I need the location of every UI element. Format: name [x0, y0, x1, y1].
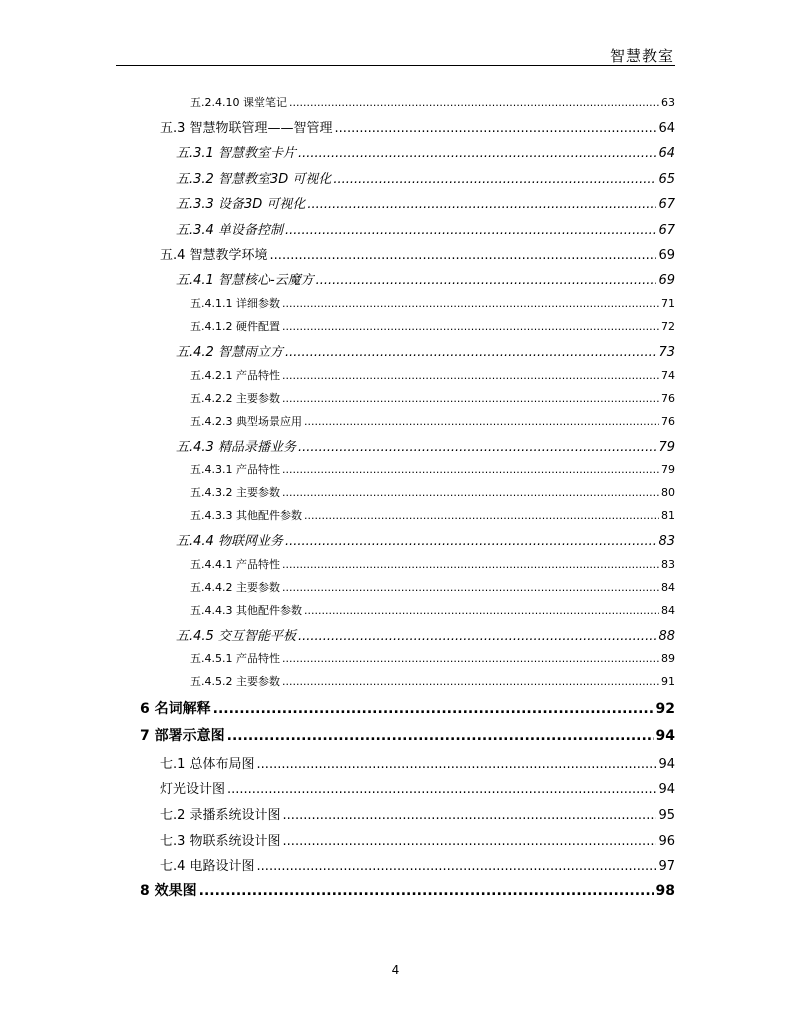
toc-entry[interactable]: [160, 244, 675, 263]
toc-entry-page: 97: [658, 859, 675, 874]
toc-entry-page: 69: [658, 248, 675, 263]
toc-entry[interactable]: [176, 219, 675, 238]
toc-entry[interactable]: [160, 855, 675, 874]
toc-entry[interactable]: [176, 625, 675, 644]
toc-entry[interactable]: [190, 413, 675, 429]
toc-entry-label: 五.4.2.2 主要参数: [190, 392, 280, 405]
toc-entry-page: 83: [658, 534, 675, 549]
toc-entry-label: 五.4.1.1 详细参数: [190, 297, 280, 310]
toc-leader-dots: [282, 297, 659, 310]
toc-entry[interactable]: [190, 507, 675, 523]
toc-entry[interactable]: [176, 193, 675, 212]
toc-entry[interactable]: [160, 804, 675, 823]
toc-entry[interactable]: [140, 698, 675, 718]
toc-entry[interactable]: [160, 117, 675, 136]
toc-leader-dots: [227, 782, 656, 797]
toc-entry-label: 五.4.2.1 产品特性: [190, 369, 280, 382]
toc-entry-label: 五.4.3.2 主要参数: [190, 486, 280, 499]
toc-leader-dots: [270, 248, 657, 263]
toc-entry-page: 74: [661, 369, 675, 382]
toc-entry-label: 七.4 电路设计图: [160, 859, 255, 874]
toc-entry-label: 五.4 智慧教学环境: [160, 248, 268, 263]
toc-entry-page: 65: [658, 172, 675, 187]
toc-entry-page: 88: [658, 629, 675, 644]
page-number: 4: [391, 963, 400, 977]
toc-entry-page: 63: [661, 96, 675, 109]
toc-leader-dots: [282, 320, 659, 333]
toc-leader-dots: [283, 834, 657, 849]
header-divider: [116, 65, 675, 66]
toc-entry-label: 五.4.3 精品录播业务: [176, 440, 296, 455]
toc-entry[interactable]: [176, 168, 675, 187]
toc-leader-dots: [282, 392, 659, 405]
toc-entry-page: 72: [661, 320, 675, 333]
toc-entry-label: 五.3.3 设备3D 可视化: [176, 197, 306, 212]
toc-entry[interactable]: [190, 579, 675, 595]
toc-entry-label: 五.4.3.3 其他配件参数: [190, 509, 302, 522]
toc-entry-page: 84: [661, 581, 675, 594]
toc-entry-page: 98: [655, 883, 675, 899]
toc-entry[interactable]: [190, 602, 675, 618]
toc-entry[interactable]: [190, 673, 675, 689]
toc-leader-dots: [289, 96, 659, 109]
toc-entry[interactable]: [190, 295, 675, 311]
toc-leader-dots: [213, 701, 654, 717]
toc-leader-dots: [285, 223, 657, 238]
toc-entry-page: 81: [661, 509, 675, 522]
toc-entry-label: 七.3 物联系统设计图: [160, 834, 281, 849]
toc-leader-dots: [285, 345, 657, 360]
toc-entry-page: 89: [661, 652, 675, 665]
toc-entry-page: 79: [658, 440, 675, 455]
toc-entry[interactable]: [176, 142, 675, 161]
toc-leader-dots: [333, 172, 656, 187]
toc-entry-page: 79: [661, 463, 675, 476]
toc-leader-dots: [282, 463, 659, 476]
toc-entry[interactable]: [176, 436, 675, 455]
toc-entry[interactable]: [190, 367, 675, 383]
toc-entry-page: 94: [655, 728, 675, 744]
toc-leader-dots: [298, 629, 657, 644]
toc-entry[interactable]: [140, 725, 675, 745]
toc-entry-label: 五.4.1 智慧核心-云魔方: [176, 273, 314, 288]
toc-entry-label: 灯光设计图: [160, 782, 226, 797]
toc-entry[interactable]: [190, 556, 675, 572]
toc-entry-label: 五.4.4.1 产品特性: [190, 558, 280, 571]
toc-entry[interactable]: [176, 530, 675, 549]
toc-entry-label: 8 效果图: [140, 883, 197, 899]
toc-leader-dots: [282, 652, 659, 665]
toc-leader-dots: [298, 146, 657, 161]
toc-leader-dots: [227, 728, 654, 744]
toc-entry-page: 96: [658, 834, 675, 849]
toc-entry-label: 五.4.4.3 其他配件参数: [190, 604, 302, 617]
toc-leader-dots: [282, 675, 659, 688]
toc-leader-dots: [335, 121, 657, 136]
toc-leader-dots: [316, 273, 657, 288]
toc-entry-page: 83: [661, 558, 675, 571]
document-header-title: 智慧教室: [609, 47, 674, 65]
toc-entry[interactable]: [190, 484, 675, 500]
toc-entry-label: 五.3.1 智慧教室卡片: [176, 146, 296, 161]
toc-entry-label: 五.4.5.1 产品特性: [190, 652, 280, 665]
toc-entry-page: 95: [658, 808, 675, 823]
toc-entry[interactable]: [160, 753, 675, 772]
toc-leader-dots: [304, 415, 659, 428]
toc-entry[interactable]: [176, 341, 675, 360]
toc-entry-label: 五.3.4 单设备控制: [176, 223, 283, 238]
toc-entry-page: 94: [658, 757, 675, 772]
toc-entry-label: 7 部署示意图: [140, 728, 225, 744]
toc-entry-page: 84: [661, 604, 675, 617]
toc-entry-label: 五.4.5.2 主要参数: [190, 675, 280, 688]
toc-entry-page: 80: [661, 486, 675, 499]
toc-leader-dots: [283, 808, 657, 823]
toc-leader-dots: [298, 440, 657, 455]
toc-leader-dots: [257, 757, 657, 772]
toc-entry[interactable]: [160, 830, 675, 849]
toc-leader-dots: [199, 883, 654, 899]
toc-entry[interactable]: [190, 650, 675, 666]
toc-entry[interactable]: [160, 778, 675, 797]
toc-entry-page: 64: [658, 121, 675, 136]
toc-leader-dots: [304, 509, 659, 522]
toc-entry[interactable]: [176, 269, 675, 288]
toc-entry-label: 五.4.2 智慧雨立方: [176, 345, 283, 360]
toc-entry-page: 76: [661, 392, 675, 405]
toc-entry-label: 七.1 总体布局图: [160, 757, 255, 772]
toc-entry-label: 6 名词解释: [140, 701, 211, 717]
toc-entry-label: 五.3 智慧物联管理——智管理: [160, 121, 333, 136]
toc-entry-page: 69: [658, 273, 675, 288]
toc-entry[interactable]: [190, 318, 675, 334]
toc-entry-label: 五.4.4 物联网业务: [176, 534, 283, 549]
toc-entry-page: 67: [658, 223, 675, 238]
toc-entry-label: 五.2.4.10 课堂笔记: [190, 96, 287, 109]
toc-leader-dots: [304, 604, 659, 617]
toc-entry[interactable]: [190, 461, 675, 477]
toc-entry[interactable]: [140, 880, 675, 900]
toc-entry[interactable]: [190, 94, 675, 110]
toc-entry-page: 73: [658, 345, 675, 360]
toc-entry-page: 76: [661, 415, 675, 428]
toc-leader-dots: [307, 197, 656, 212]
toc-entry-page: 71: [661, 297, 675, 310]
toc-entry-label: 五.4.1.2 硬件配置: [190, 320, 280, 333]
toc-leader-dots: [282, 486, 659, 499]
toc-leader-dots: [282, 581, 659, 594]
toc-entry-page: 91: [661, 675, 675, 688]
toc-leader-dots: [282, 558, 659, 571]
toc-entry-page: 92: [655, 701, 675, 717]
toc-entry-label: 五.4.5 交互智能平板: [176, 629, 296, 644]
toc-entry-label: 五.4.2.3 典型场景应用: [190, 415, 302, 428]
toc-entry-page: 64: [658, 146, 675, 161]
toc-entry[interactable]: [190, 390, 675, 406]
toc-entry-page: 67: [658, 197, 675, 212]
toc-leader-dots: [285, 534, 657, 549]
toc-leader-dots: [282, 369, 659, 382]
toc-leader-dots: [257, 859, 657, 874]
toc-entry-page: 94: [658, 782, 675, 797]
toc-entry-label: 七.2 录播系统设计图: [160, 808, 281, 823]
toc-entry-label: 五.3.2 智慧教室3D 可视化: [176, 172, 332, 187]
toc-entry-label: 五.4.4.2 主要参数: [190, 581, 280, 594]
toc-entry-label: 五.4.3.1 产品特性: [190, 463, 280, 476]
